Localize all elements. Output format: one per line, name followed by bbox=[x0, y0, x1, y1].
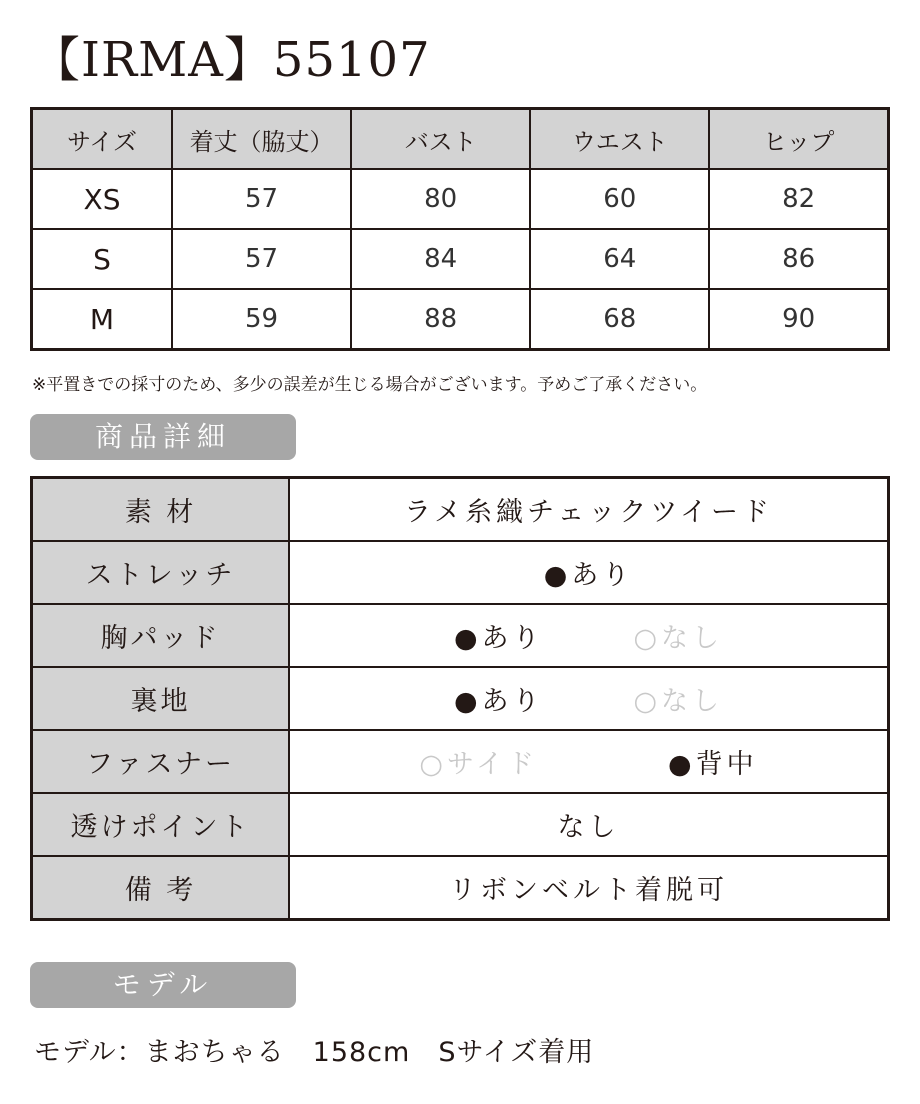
row-length: 57 bbox=[172, 229, 351, 289]
header-length: 着丈（脇丈） bbox=[172, 109, 351, 170]
row-hip: 86 bbox=[709, 229, 888, 289]
row-waist: 68 bbox=[530, 289, 709, 350]
detail-row-notes bbox=[32, 856, 889, 920]
size-table-header-row bbox=[32, 109, 889, 170]
option-unselected: ○サイド bbox=[419, 749, 539, 780]
detail-options bbox=[289, 667, 889, 730]
detail-row-stretch bbox=[32, 541, 889, 604]
row-length: 59 bbox=[172, 289, 351, 350]
detail-value: なし bbox=[289, 793, 889, 856]
detail-value: ●あり bbox=[289, 541, 889, 604]
row-bust: 88 bbox=[351, 289, 530, 350]
detail-label: 透けポイント bbox=[32, 793, 290, 856]
detail-label: 胸パッド bbox=[32, 604, 290, 667]
detail-label: ファスナー bbox=[32, 730, 290, 793]
measurement-note: ※平置きでの採寸のため、多少の誤差が生じる場合がございます。予めご了承ください。 bbox=[32, 375, 708, 395]
row-bust: 84 bbox=[351, 229, 530, 289]
detail-value: リボンベルト着脱可 bbox=[289, 856, 889, 920]
table-row bbox=[32, 289, 889, 350]
detail-label: 裏地 bbox=[32, 667, 290, 730]
header-bust: バスト bbox=[351, 109, 530, 170]
row-size: S bbox=[32, 229, 173, 289]
row-hip: 82 bbox=[709, 169, 888, 229]
row-size: XS bbox=[32, 169, 173, 229]
detail-label: 素 材 bbox=[32, 478, 290, 542]
header-hip: ヒップ bbox=[709, 109, 888, 170]
header-size: サイズ bbox=[32, 109, 173, 170]
row-hip: 90 bbox=[709, 289, 888, 350]
detail-options bbox=[289, 604, 889, 667]
detail-row-bust-pad bbox=[32, 604, 889, 667]
detail-label: ストレッチ bbox=[32, 541, 290, 604]
details-table bbox=[30, 476, 890, 921]
row-length: 57 bbox=[172, 169, 351, 229]
detail-options bbox=[289, 730, 889, 793]
detail-row-lining bbox=[32, 667, 889, 730]
size-table bbox=[30, 107, 890, 351]
detail-label: 備 考 bbox=[32, 856, 290, 920]
detail-row-sheer bbox=[32, 793, 889, 856]
detail-value: ラメ糸織チェックツイード bbox=[289, 478, 889, 542]
model-info: モデル：まおちゃる 158cm Sサイズ着用 bbox=[34, 1037, 595, 1068]
option-unselected: ○なし bbox=[633, 623, 724, 654]
option-unselected: ○なし bbox=[633, 686, 724, 717]
detail-row-material bbox=[32, 478, 889, 542]
header-waist: ウエスト bbox=[530, 109, 709, 170]
row-waist: 60 bbox=[530, 169, 709, 229]
table-row bbox=[32, 229, 889, 289]
option-selected: ●あり bbox=[453, 686, 544, 717]
model-section-title: モデル bbox=[30, 962, 296, 1008]
row-bust: 80 bbox=[351, 169, 530, 229]
detail-row-zipper bbox=[32, 730, 889, 793]
table-row bbox=[32, 169, 889, 229]
option-selected: ●あり bbox=[453, 623, 544, 654]
details-section-title: 商品詳細 bbox=[30, 414, 296, 460]
product-title: 【IRMA】55107 bbox=[32, 32, 431, 88]
row-waist: 64 bbox=[530, 229, 709, 289]
option-selected: ●背中 bbox=[668, 749, 758, 780]
row-size: M bbox=[32, 289, 173, 350]
